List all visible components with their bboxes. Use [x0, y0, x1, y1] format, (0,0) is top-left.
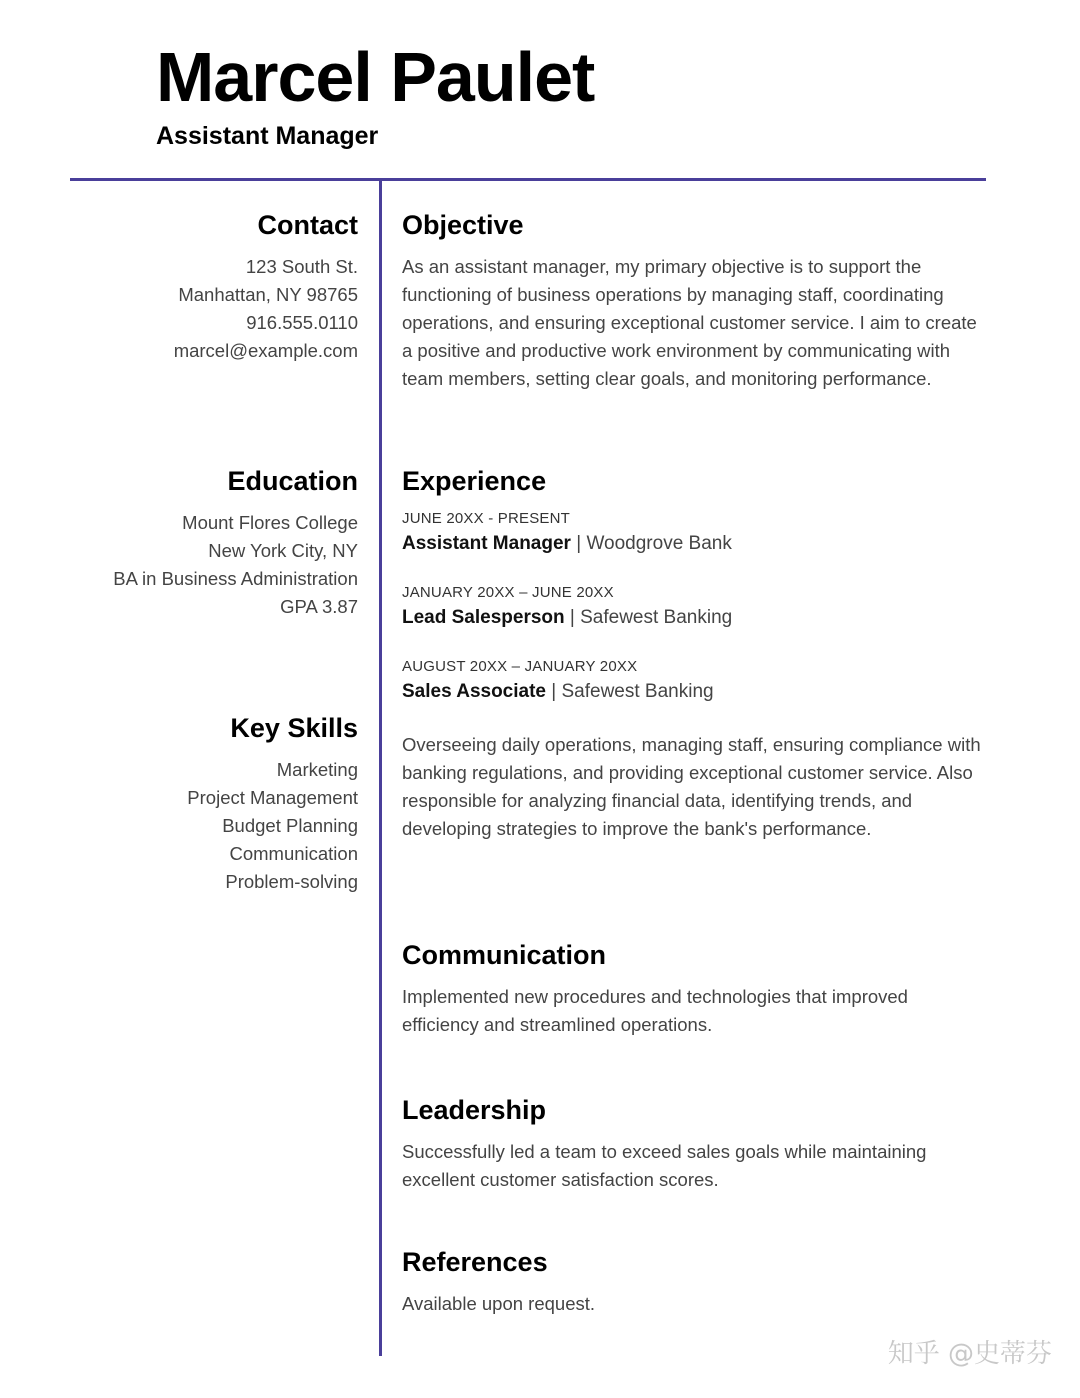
references-heading: References [402, 1247, 548, 1277]
job-entry [402, 657, 982, 707]
education-heading: Education [227, 466, 358, 496]
communication-heading: Communication [402, 940, 607, 970]
references-text: Available upon request. [402, 1293, 596, 1315]
job-company: | Safewest Banking [564, 607, 733, 629]
contact-heading: Contact [257, 210, 358, 240]
objective-text: As an assistant manager, my primary objective is to support the functioning of business operations by managing staff, coordinating operations, and ensuring exceptional customer service. I aim to create a positive and productive work environment by communicating with team members, setting clear goals, and monitoring performance. [402, 256, 977, 390]
experience-description: Overseeing daily operations, managing staff, ensuring compliance with banking regulations, and providing exceptional customer service. Also responsible for analyzing financial data, identifying trends, and developing strategies to improve the bank's performance. [402, 734, 981, 840]
education-school: Mount Flores College [182, 512, 358, 534]
contact-email: marcel@example.com [173, 340, 358, 362]
job-dates: JUNE 20XX - PRESENT [402, 510, 571, 528]
objective-section [402, 210, 982, 393]
job-role: Lead Salesperson [402, 607, 565, 629]
skill-item: Project Management [187, 787, 358, 809]
references-section [402, 1247, 982, 1318]
job-role: Assistant Manager [402, 533, 571, 555]
skill-item: Communication [229, 843, 358, 865]
job-company: | Woodgrove Bank [570, 533, 732, 555]
job-company: | Safewest Banking [546, 681, 714, 703]
column-divider [379, 178, 382, 1356]
header-divider [70, 178, 986, 181]
experience-section [402, 466, 982, 843]
education-gpa: GPA 3.87 [280, 596, 358, 618]
job-entry [402, 509, 982, 559]
skill-item: Problem-solving [225, 871, 358, 893]
watermark-text: 知乎 @史蒂芬 [887, 1339, 1052, 1369]
job-title-line [402, 529, 982, 559]
education-section [60, 466, 358, 621]
skill-item: Marketing [276, 759, 358, 781]
candidate-title: Assistant Manager [156, 122, 379, 150]
education-degree: BA in Business Administration [113, 568, 358, 590]
leadership-text: Successfully led a team to exceed sales goals while maintaining excellent customer satisfaction scores. [402, 1141, 927, 1191]
resume-header [156, 38, 595, 151]
job-role: Sales Associate [402, 681, 546, 703]
job-dates: JANUARY 20XX – JUNE 20XX [402, 584, 614, 602]
experience-heading: Experience [402, 466, 547, 496]
contact-city: Manhattan, NY 98765 [178, 284, 358, 306]
objective-heading: Objective [402, 210, 524, 240]
candidate-name: Marcel Paulet [156, 38, 595, 116]
contact-section [60, 210, 358, 365]
contact-address: 123 South St. [245, 256, 358, 278]
skill-item: Budget Planning [222, 815, 358, 837]
communication-text: Implemented new procedures and technologies that improved efficiency and streamlined operations. [402, 986, 908, 1036]
job-title-line [402, 603, 982, 633]
leadership-section [402, 1095, 982, 1194]
job-entry [402, 583, 982, 633]
education-location: New York City, NY [208, 540, 358, 562]
job-dates: AUGUST 20XX – JANUARY 20XX [402, 658, 638, 676]
communication-section [402, 940, 982, 1039]
leadership-heading: Leadership [402, 1095, 547, 1125]
skills-section [60, 713, 358, 896]
job-title-line [402, 677, 982, 707]
contact-phone: 916.555.0110 [246, 312, 358, 334]
skills-heading: Key Skills [230, 713, 358, 743]
